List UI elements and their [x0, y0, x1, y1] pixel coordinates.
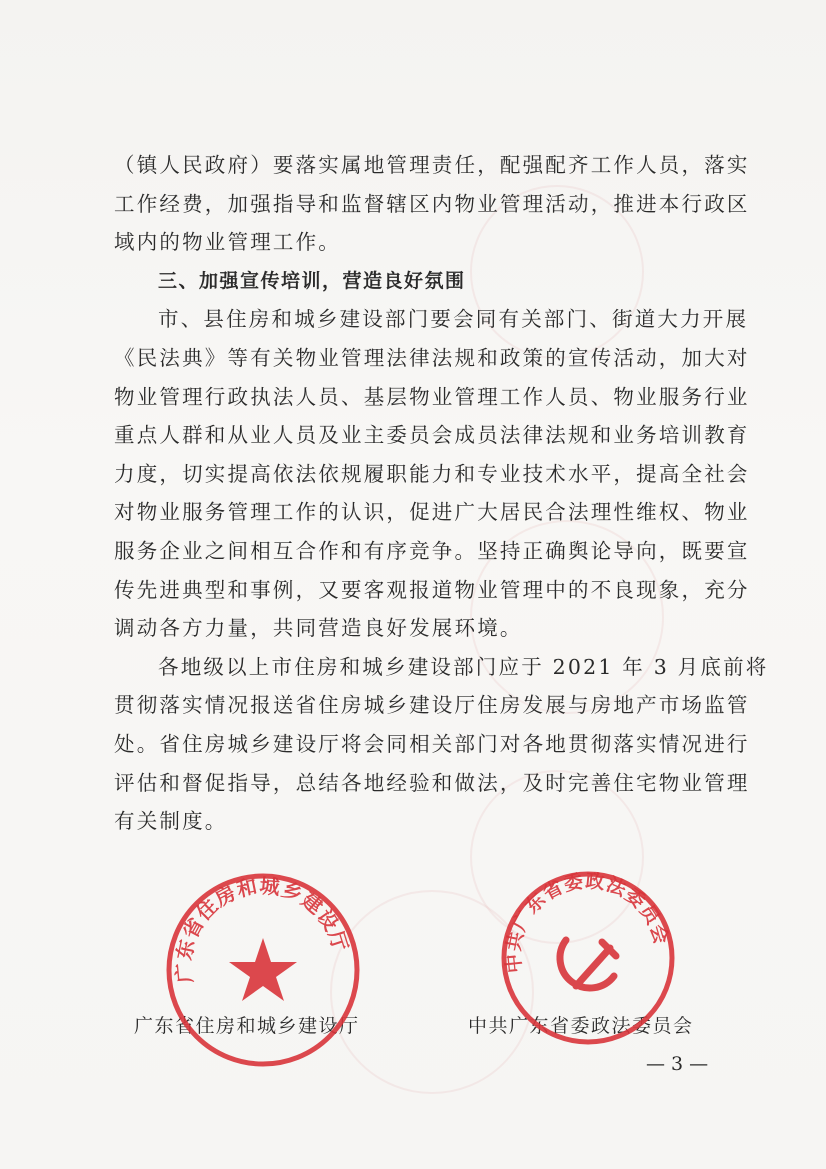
text-line: 处。省住房城乡建设厅将会同相关部门对各地贯彻落实情况进行 — [114, 731, 750, 756]
text-line: 《民法典》等有关物业管理法律法规和政策的宣传活动，加大对 — [114, 345, 750, 370]
text-line: 物业管理行政执法人员、基层物业管理工作人员、物业服务行业 — [114, 384, 750, 409]
seal-ring-text-path: 广东省住房和城乡建设厅 — [171, 873, 353, 984]
text-line: 传先进典型和事例，又要客观报道物业管理中的不良现象，充分 — [114, 577, 750, 602]
text-line: 重点人群和从业人员及业主委员会成员法律法规和业务培训教育 — [114, 423, 750, 448]
text-line: 贯彻落实情况报送省住房城乡建设厅住房发展与房地产市场监管 — [114, 693, 750, 718]
text-line: 市、县住房和城乡建设部门要会同有关部门、街道大力开展 — [158, 307, 749, 332]
text-line: 评估和督促指导，总结各地经验和做法，及时完善住宅物业管理 — [114, 770, 750, 795]
text-line: （镇人民政府）要落实属地管理责任，配强配齐工作人员，落实 — [114, 153, 750, 177]
text-line: 对物业服务管理工作的认识，促进广大居民合法理性维权、物业 — [114, 500, 750, 525]
signature-right: 中共广东省委政法委员会 — [468, 1015, 694, 1037]
hammer-sickle-icon — [560, 940, 616, 988]
seal-ring-text-path: 中共广东省委政法委员会 — [502, 870, 673, 974]
text-line: 工作经费，加强指导和监督辖区内物业管理活动，推进本行政区 — [114, 191, 750, 216]
signature-left: 广东省住房和城乡建设厅 — [134, 1015, 360, 1037]
official-seal-left — [163, 870, 363, 1070]
text-line: 力度，切实提高依法依规履职能力和专业技术水平，提高全社会 — [114, 461, 750, 486]
document-body — [114, 146, 769, 841]
page-number: — 3 — — [646, 1053, 709, 1075]
section-heading: 三、加强宣传培训，营造良好氛围 — [158, 269, 466, 292]
star-icon — [229, 938, 297, 1001]
seal-ring-text — [501, 869, 673, 974]
text-line: 有关制度。 — [114, 809, 228, 834]
text-line: 服务企业之间相互合作和有序竞争。坚持正确舆论导向，既要宣 — [114, 538, 750, 563]
text-line: 域内的物业管理工作。 — [114, 230, 341, 255]
text-line: 调动各方力量，共同营造良好发展环境。 — [114, 616, 523, 641]
official-seal-right — [498, 868, 678, 1048]
text-line: 各地级以上市住房和城乡建设部门应于 2021 年 3 月底前将 — [158, 654, 769, 679]
